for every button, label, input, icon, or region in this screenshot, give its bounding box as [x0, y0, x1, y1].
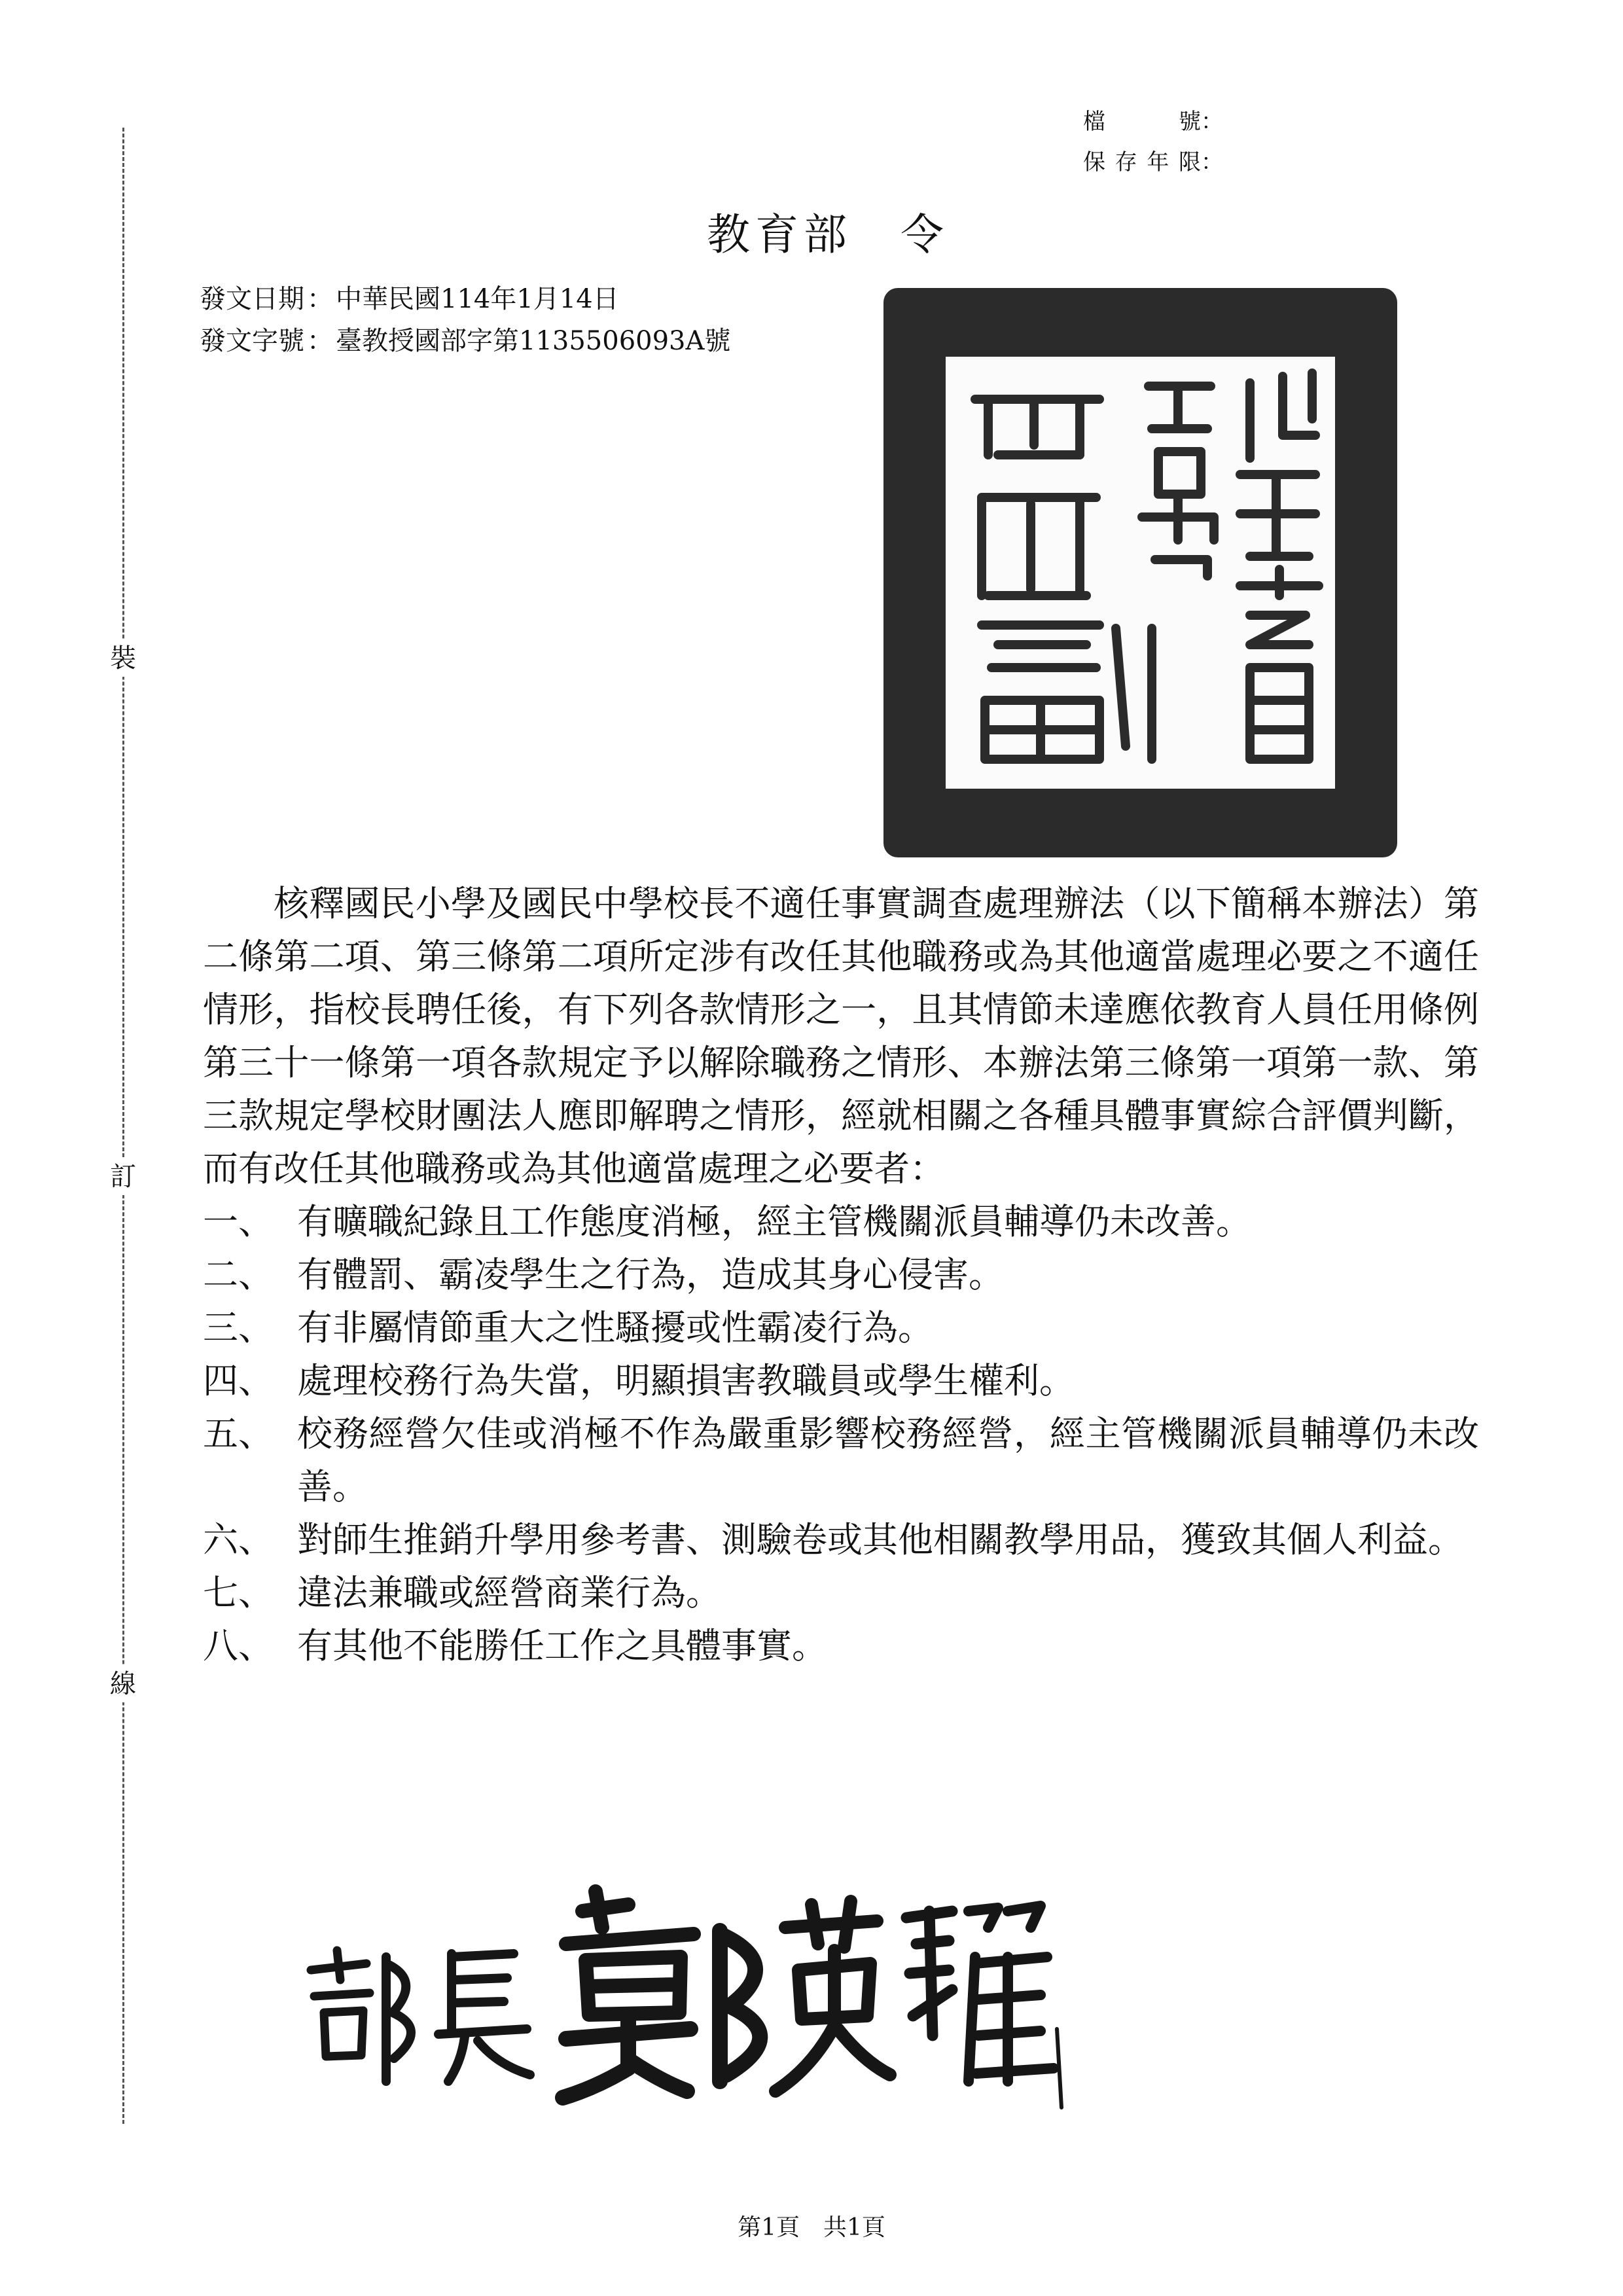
title-doc-type: 令: [901, 209, 949, 260]
list-item-text: 有非屬情節重大之性騷擾或性霸凌行為。: [297, 1307, 933, 1348]
official-seal-stamp: [883, 288, 1397, 857]
issue-date-label: 發文日期: [200, 284, 304, 314]
binding-line: [122, 128, 124, 2124]
issue-date-value: 中華民國114年1月14日: [336, 284, 619, 314]
retention-label: 保存年限: [1083, 149, 1201, 175]
issuance-meta: [200, 278, 730, 362]
binding-mark-xian: 線: [105, 1666, 141, 1702]
document-body: [203, 877, 1479, 1672]
list-item: [203, 1619, 1479, 1672]
list-item-text: 有曠職紀錄且工作態度消極，經主管機關派員輔導仍未改善。: [297, 1201, 1251, 1242]
file-number-colon: ：: [1201, 109, 1223, 135]
list-item-number: 五、: [203, 1413, 274, 1454]
binding-mark-ding: 訂: [105, 1158, 141, 1195]
list-item: [203, 1407, 1479, 1513]
doc-number-colon: ：: [307, 326, 333, 356]
doc-number-row: [200, 320, 730, 362]
doc-number-value: 臺教授國部字第1135506093A號: [336, 326, 731, 356]
list-item-number: 八、: [203, 1625, 274, 1666]
list-item-number: 二、: [203, 1254, 274, 1295]
list-item: [203, 1301, 1479, 1354]
filing-info: [1083, 101, 1221, 183]
list-item-number: 七、: [203, 1572, 274, 1613]
file-number-row: [1083, 101, 1221, 142]
list-item-text: 校務經營欠佳或消極不作為嚴重影響校務經營，經主管機關派員輔導仍未改善。: [297, 1413, 1479, 1507]
list-item: [203, 1513, 1479, 1566]
list-item-text: 違法兼職或經營商業行為。: [297, 1572, 721, 1613]
list-item: [203, 1195, 1479, 1248]
signature-strokes: [311, 1892, 1061, 2108]
page-number: 第1頁 共1頁: [738, 2214, 885, 2241]
document-title: [707, 200, 949, 262]
list-item-number: 六、: [203, 1519, 274, 1560]
list-item-text: 有其他不能勝任工作之具體事實。: [297, 1625, 827, 1666]
retention-row: [1083, 142, 1221, 183]
minister-signature: [288, 1865, 1073, 2114]
issue-date-row: [200, 278, 730, 320]
list-item: [203, 1566, 1479, 1619]
list-item-text: 有體罰、霸凌學生之行為，造成其身心侵害。: [297, 1254, 1004, 1295]
list-item-text: 對師生推銷升學用參考書、測驗卷或其他相關教學用品，獲致其個人利益。: [297, 1519, 1463, 1560]
list-item-text: 處理校務行為失當，明顯損害教職員或學生權利。: [297, 1360, 1075, 1401]
title-agency: 教育部: [707, 209, 852, 260]
doc-number-label: 發文字號: [200, 326, 304, 356]
intro-paragraph: 核釋國民小學及國民中學校長不適任事實調查處理辦法（以下簡稱本辦法）第二條第二項、第三條第二項所定涉有改任其他職務或為其他適當處理必要之不適任情形，指校長聘任後，有下列各款情形之一，且其情節未達應依教育人員任用條例第三十一條第一項各款規定予以解除職務之情形、本辦法第三條第一項第一款、第三款規定學校財團法人應即解聘之情形，經就相關之各種具體事實綜合評價判斷，而有改任其他職務或為其他適當處理之必要者：: [203, 883, 1479, 1189]
list-item-number: 四、: [203, 1360, 274, 1401]
retention-colon: ：: [1201, 149, 1223, 175]
list-item-number: 一、: [203, 1201, 274, 1242]
list-item: [203, 1248, 1479, 1301]
binding-mark-zhuang: 裝: [105, 640, 141, 677]
list-item-number: 三、: [203, 1307, 274, 1348]
list-item: [203, 1354, 1479, 1407]
file-number-label: 檔 號: [1083, 109, 1201, 135]
issue-date-colon: ：: [307, 284, 333, 314]
